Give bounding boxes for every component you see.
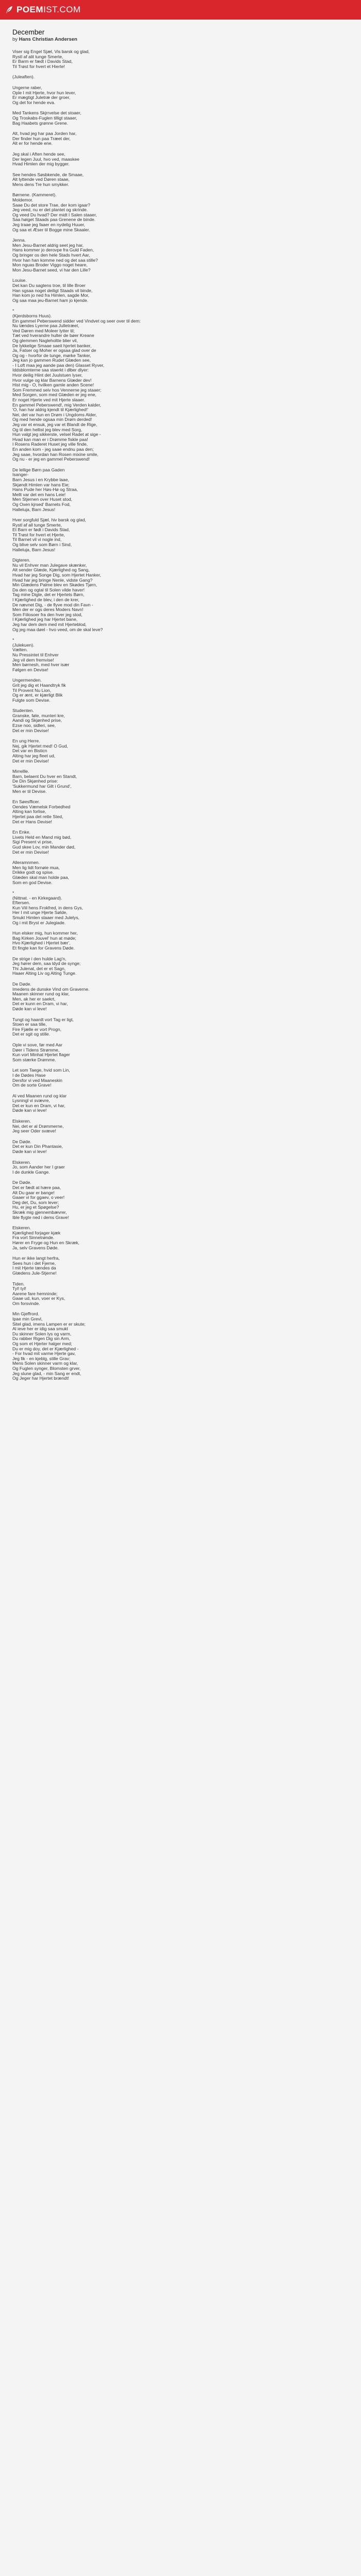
poem-line: Aandi og Skjønhed prise, (12, 718, 62, 723)
poem-line: Granske, føle, munteri kre, (12, 713, 65, 718)
stanza (12, 193, 349, 232)
poem-line: Til Barnet vil vi nogle ind, (12, 537, 62, 543)
poem-line: Det er min Devise! (12, 849, 49, 855)
poem-line: Mon nguas Broder Viggo noget heare, (12, 262, 88, 268)
stanza (12, 982, 349, 1012)
poem-line: Og og - hvorfor de tunge, mørke Tanker, (12, 352, 91, 358)
poem-line: Men børnesh, med hver især (12, 662, 70, 668)
stanza (12, 739, 349, 764)
poem-line: Og i mit Bryst er Julegiade. (12, 920, 66, 925)
poem-line: Som stærke Drømme. (12, 1057, 56, 1062)
stanza (12, 1140, 349, 1155)
poem-line: Gaae ud, kun, voer er Kys, (12, 1296, 65, 1301)
poem-line: Som Fremmed seiv hos Vennerne jeg staaer; (12, 387, 102, 393)
poem-line: Om de sorte Grave! (12, 1082, 52, 1088)
poem-line: Som Fiilosoer fra den hver jeg stod, (12, 612, 83, 617)
stanza (12, 708, 349, 733)
poem-line: Bag Kirken Jouvel' hun at møde; (12, 935, 76, 941)
poem-line: De lellige Børn paa Gaden (12, 467, 65, 472)
stanza (12, 1068, 349, 1088)
poem-line: Skræk mig gjennembævrer, (12, 1209, 67, 1215)
poem-line: Drikke godt og spise. (12, 870, 54, 875)
poem-line: Jeg kan jo gammen Rudet Glæden see, (12, 358, 91, 363)
poem-line: Jeg saae, hvordan han Rosen mixine smile, (12, 451, 99, 457)
poem-line: Gud skee Lov, min Mander død, (12, 844, 76, 850)
poem-line: I mit Hjerte tændes da (12, 1265, 56, 1271)
poem-line: Og blive selv som Børn i Sind, (12, 542, 72, 548)
poem-line: Og til den hellist jeg blev med Sorg, (12, 427, 83, 432)
poem-line: De Døde. (12, 1139, 31, 1144)
poem-line: Ible flygte ned i dems Grave! (12, 1214, 69, 1220)
poem-line: Jeg slune glad, - min Sang er endt, (12, 1370, 81, 1376)
stanza (12, 891, 349, 925)
poem-line: Det er kunn en Dram, vi har, (12, 1001, 68, 1007)
poem-line: Du skinner Solen lys og varm, (12, 1331, 72, 1336)
poem-line: Men der er ogs deres Moders Navn! (12, 607, 84, 613)
poem-line: Grit jeg dig et Haandtryk fik (12, 682, 66, 688)
poem-line: Og saa et Æser til Bogge mine Skaaler. (12, 227, 90, 232)
poem-line: Døde kan vi leve! (12, 1006, 47, 1011)
poem-line: Da den og ogtal til Solen vilde haver! (12, 587, 85, 592)
poem-line: I Kjærlighed de blev, i den de krer, (12, 597, 79, 602)
poem-line: En gammel Peberswend!, mig Verden kalder, (12, 402, 101, 408)
poem-line: Mirrellle. (12, 769, 29, 774)
poem-line: Ungermenden. (12, 677, 42, 683)
stanza (12, 558, 349, 632)
poem-line: Jeg har dem dem med mit Hjerteblod, (12, 621, 87, 627)
poem-line: Men Stjernen over Huset stod, (12, 497, 73, 502)
poem-line: Studenten. (12, 708, 34, 714)
poem-line: Min Glædens Palme blev en Skødes Tjørn, (12, 582, 97, 588)
poem-line: Elskeren. (12, 1159, 31, 1165)
poem-line: Og nu - er jeg en gammel Peberswend! (12, 456, 90, 462)
poem-byline (12, 37, 349, 42)
poem-line: Mon Jesu-Barnet seed, vi har den Lille? (12, 267, 91, 273)
poem-line: Glæden skal man holde paa, (12, 874, 69, 880)
poem-line: Han sgsaa noget deiligt Staads vil binde, (12, 287, 93, 293)
poem-line: Tyl! tyl! (12, 1286, 26, 1292)
poem-line: Med Tankens Skjrrvelse det stoaer, (12, 110, 81, 116)
poem-line: Og det for hende eva. (12, 99, 56, 105)
poem-line: Hun er ikke langt herfra, (12, 1256, 60, 1261)
poem-line: Tungt og haardt vort Tag er ligt, (12, 1016, 74, 1022)
poem-line: 'Sukkermund har Gilt i Grund', (12, 784, 72, 789)
poem-line: Det kan Du sagtens troe, til lille Broer (12, 282, 86, 288)
poem-line: De Døde. (12, 981, 31, 987)
poem-line: Deg det, Du, som lever; (12, 1199, 59, 1205)
stanza (12, 1180, 349, 1220)
author-link[interactable]: Hans Christian Andersen (19, 37, 77, 42)
poem-line: Kjærlighed forjager kjæk (12, 1230, 61, 1235)
poem-line: Alt Du gaar er bange! (12, 1190, 55, 1195)
stanza (12, 800, 349, 824)
stanza (12, 49, 349, 69)
poem-line: Dersfor vi ved Maaneskin (12, 1077, 62, 1083)
poem-line: Al ved Maanen rund og klar (12, 1093, 67, 1098)
poem-line: I de dunkle Gange. (12, 1169, 50, 1175)
poem-line: I Rosens Raderet Huset jeg ville finde, (12, 442, 88, 447)
poem-line: Hans kommer jo derovpe fra Guld Faden, (12, 247, 94, 253)
stanza (12, 957, 349, 976)
poem-line: Iddsblomterne saa staerkt i dlber dlyer: (12, 367, 89, 373)
poem-line: Et fingte kan for Gravens Døde. (12, 945, 75, 951)
poem-line: Ungerne raber, (12, 84, 42, 90)
poem-line: Og glemmen Nagleholtte blier vil, (12, 337, 78, 343)
poem-line: Du rabber Rigen Dig sin Arm, (12, 1336, 70, 1342)
stanza (12, 309, 349, 462)
stanza (12, 1256, 349, 1276)
poem-line: Fra vort Sinnetrønde. (12, 1235, 55, 1241)
poem-line: Mens Solen skinner varm og klar, (12, 1361, 78, 1366)
poem-line: Alt er for hende ene. (12, 141, 53, 146)
poem-line: Kun vort Minhat Hjertet flager (12, 1052, 70, 1058)
poem-line: Til Trøst for hvert et Hierte! (12, 63, 65, 69)
poem-line: Hun valgt jeg sikkerste, velsel Radet at sige - (12, 432, 101, 437)
poem-line: Imedens de dunske Vind om Graverne. (12, 986, 90, 992)
poem-line: Hvad Himlen der mig bygger. (12, 161, 70, 167)
poem-line: 'O, han har aldrig kjendt til Kjærlighed!' (12, 407, 89, 413)
poem-line: Saae Du det store Trae, der kom igaar? (12, 202, 90, 208)
poem-line: Og bringer os den hele Stads hvert Aar, (12, 252, 90, 258)
poem-line: Ved Døren med Moleer lytter til; (12, 328, 75, 333)
stanza (12, 638, 349, 672)
poem-line: Jeg skal i Aften hende see, (12, 151, 65, 157)
poem-line: Til Trøst for hvert et Hjerte, (12, 532, 65, 537)
poem-line: Halleluja, Barn Jesus! (12, 547, 56, 552)
poem-line: * (12, 308, 14, 314)
poem-line: Og Jeger har Hjertet brændt! (12, 1376, 69, 1381)
stanza (12, 238, 349, 273)
poem-line: Hører en Fryge og Hun en Skræk, (12, 1240, 79, 1245)
poem-line: Rystl af alit tunge Smerte, (12, 54, 63, 59)
poem-line: Kun Viil hens Frokfred, in dens Gys, (12, 905, 83, 910)
poem-line: Hvad har jeg Songe Dig, som Hjertet Hanker, (12, 572, 101, 578)
poem-line: Sees hun i det Fjerne, (12, 1260, 56, 1266)
stanza (12, 830, 349, 855)
poem-line: Hist mig - O, hvilken gamle anden Scene! (12, 382, 94, 388)
poem-line: Al ieve her er idig saa smukt (12, 1326, 68, 1332)
poem-line: Rystl af all tunge Smerte, (12, 522, 62, 528)
poem-line: Bag Haabets grønne Grene. (12, 120, 68, 126)
stanza (12, 1226, 349, 1250)
poem-line: Nu tændes Lyerne paa Julletræet, (12, 323, 79, 329)
poem-line: * (12, 890, 14, 896)
poem-line: Lysningl vi svævre, (12, 1098, 50, 1104)
poem-line: Hvor han han komme ned og det saa stille? (12, 257, 98, 263)
poem-line: De Din Skjønhed prise: (12, 778, 58, 784)
stanza (12, 152, 349, 167)
poem-line: Han kom jo ned fra Himlen, sagde Mor, (12, 293, 90, 298)
poem-line: Jeg var et ensuk, jeg var et Blandt de Rige, (12, 422, 97, 427)
site-logo[interactable] (5, 5, 81, 15)
poem-line: - For hvad mit varme Hjerte gav, (12, 1351, 76, 1357)
poem-line: Med Sorgen, som med Glæden er jeg ene, (12, 392, 96, 398)
brand-name-rest: IST.COM (43, 5, 81, 14)
stanza (12, 931, 349, 951)
poem-line: Som en god Devise. (12, 879, 53, 885)
poem-line: Tiden. (12, 1281, 25, 1286)
poem-line: Fulgte som Devise. (12, 697, 51, 703)
stanza (12, 769, 349, 794)
poem-line: En ung Herre. (12, 738, 40, 744)
poem-line: Nu Pressintet til Enhver (12, 652, 59, 657)
poem-line: Ja, selv Gravens Døde. (12, 1245, 59, 1250)
stanza (12, 278, 349, 303)
poem-line: Saa høiget Staads paa Grenene de binde. (12, 217, 96, 223)
stanza (12, 1043, 349, 1062)
poem-line: Ezse noo, sidleri, see, (12, 723, 56, 728)
poem-line: See hendes Søsbkende, de Smaae, (12, 172, 84, 177)
poem-line: Viser sig Engel Sjæl, Vis barsk og glad, (12, 49, 90, 54)
stanza (12, 1312, 349, 1381)
poem-line: Børnene. (Kammeret). (12, 192, 57, 198)
poem-line: Eftersen. (12, 900, 30, 906)
poem-line: Halleluja, Barn Jesus! (12, 506, 56, 512)
poem-line: Nei, det er al Drømmerne, (12, 1123, 64, 1129)
poem-line: Hvor vulge og klar Barnens Glæder dev! (12, 377, 92, 383)
poem-line: Er Barm er fædt i Davids Stad, (12, 59, 73, 64)
poem-line: Haaer Alting Liv og Alting Tunge. (12, 971, 77, 976)
poem-line: Men, ak her er saekrt, (12, 996, 56, 1002)
poem-line: Sitel glad, imens Lampen er er skute; (12, 1321, 86, 1327)
poem-line: De strige i den hulde Lag'n, (12, 956, 67, 961)
poem-line: Hvad har jeg bringe Nenle, vidste Gang? (12, 577, 93, 583)
stanza (12, 86, 349, 105)
poem-line: * (12, 637, 14, 643)
poem-line: Mellt var det em hans Leie! (12, 492, 66, 497)
poem-line: De Døde. (12, 1180, 31, 1185)
poem-line: Det er min Devise! (12, 758, 49, 764)
poem-line: Jo, som Aander her I graer (12, 1164, 65, 1170)
poem-line: Det er sgit og stille. (12, 1031, 51, 1037)
poem-line: Maanen skinner rund og klar, (12, 991, 70, 997)
poem-line: Alt, hvad jeg har paa Jorden har, (12, 131, 77, 137)
poem-line: Det er Hans Devise! (12, 819, 52, 824)
poem-line: Hun elsker mig, hun kommer her, (12, 930, 78, 936)
poem-line: Er mægtigt Juletræ der groer, (12, 95, 71, 100)
poem-line: Glædens Jule-Stjerne! (12, 1270, 57, 1276)
poem-line: De lykkelige Smaae saeit hjertet banker, (12, 343, 92, 348)
poem-line: Tæt ved hverandre hulter de bøer Kreane (12, 333, 94, 338)
poem-line: Det er kun en Dram, vi har, (12, 1103, 65, 1108)
poem-line: En anden kom - jeg saae endnu paa den; (12, 446, 94, 452)
brand-name-bold: POEM (17, 5, 44, 14)
poem-body (12, 49, 349, 1381)
poem-line: Isanger- (12, 472, 29, 478)
poem-line: Jenna. (12, 238, 26, 243)
poem-line: Følgen en Devise! (12, 667, 48, 672)
poem-line: I Kjærlighed jeg har Hjertet bane, (12, 617, 78, 622)
poem-line: Alting har jeg fleet ud, (12, 753, 56, 759)
poem-line: Mens dens Tre hun smykker. (12, 181, 69, 187)
poem-line: Til Provent Nu Lion, (12, 687, 52, 693)
stanza (12, 518, 349, 552)
poem-line: Skjøndt Himlen var hans Eie; (12, 482, 70, 487)
poem-line: Alting kan forlise, (12, 809, 46, 815)
poem-line: Fire Fjælle er vort Progn, (12, 1026, 62, 1032)
poem-line: Min Gjeffrord. (12, 1311, 39, 1317)
poem-line: Hver sorgfuld Sjæl, hiv barsk og glad, (12, 517, 86, 523)
poem-line: Men er til Devise. (12, 788, 47, 794)
feather-pen-icon (5, 6, 13, 14)
poem-line: Alt sender Glæde, Kjærlighed og Sang, (12, 567, 90, 573)
poem-line: Hvad kan man er i Drømme fiskle paa! (12, 436, 88, 442)
stanza (12, 1119, 349, 1134)
poem-line: Elskeren. (12, 1225, 31, 1231)
poem-line: Jeg traae jeg faaer en nydelig Huuer, (12, 222, 85, 228)
poem-line: Det var en Bisticn (12, 748, 47, 754)
poem-line: Døde kan vi leve! (12, 1149, 47, 1155)
poem-line: (Juleaften). (12, 74, 35, 80)
poem-line: Ja, Fatser og Moher er ogsaa glad over de (12, 348, 96, 353)
poem-line: Ople I mit Hjerte, hvor hun lever, (12, 90, 76, 95)
poem-line: Jeg veed, nu er det plantet og skrinde. (12, 207, 88, 213)
poem-line: Barn Jesus i en Krybbe laae, (12, 477, 69, 482)
poem-line: Alleramnmen. (12, 860, 40, 866)
poem-line: Det er min Devise! (12, 727, 49, 733)
poem-line: Ein gammel Peberswend sidder ved Vindvet og seer over til dem: (12, 318, 141, 324)
stanza (12, 1160, 349, 1175)
poem-line: Tag mine Digte, det er Hjertets Børn, (12, 592, 85, 598)
poem-line: Døer i Tidens Strømme, (12, 1047, 60, 1053)
byline-prefix: by (12, 37, 18, 42)
poem-line: Om forsvinde. (12, 1300, 40, 1306)
stanza (12, 860, 349, 885)
poem-line: Men lig lidt fornøie mua, (12, 865, 60, 870)
poem-line: Jeg fik - en kjeblg, stille Grav; (12, 1355, 71, 1361)
poem-line: Det er kun Din Phantasie, (12, 1144, 63, 1149)
poem-line: Ipae min Grevl, (12, 1316, 43, 1322)
poem-line: Men Jesu-Barnet aldrig seet jeg har, (12, 242, 84, 248)
poem-line: En Søesfficer. (12, 799, 40, 805)
poem-line: Og veed Du hvad? Der midt I Salen staaer, (12, 212, 97, 217)
poem-line: Livets Held en Mand mig bød, (12, 834, 72, 840)
poem-line: Her I mit unge Hjerte Sølde, (12, 910, 68, 916)
poem-line: Det er fædt at hære paa, (12, 1185, 61, 1190)
poem-line: Hu, er jeg et Spøgelse? (12, 1205, 59, 1210)
stanza (12, 111, 349, 126)
poem-line: Et Barn er født i Davids Stad, (12, 527, 70, 533)
poem-line: Og Troskabs-Fuglen tilligt staaer, (12, 115, 77, 121)
stanza (12, 131, 349, 146)
stanza (12, 75, 349, 80)
poem-line: En Enke. (12, 829, 30, 835)
poem-line: Smukt Himlen staaer med Julelys, (12, 915, 79, 921)
poem-line: Der legen Juul, hvo ved, maaskee (12, 156, 79, 162)
poem-line: (Kjerdsborns Huus). (12, 313, 52, 318)
site-header (0, 0, 361, 20)
poem-line: Barn, belaent Du hver en Standt, (12, 773, 77, 779)
poem-line: Hvor deilig Hiint det Juulstuen lyser, (12, 372, 83, 378)
poem-title: December (12, 28, 45, 36)
stanza (12, 1282, 349, 1307)
poem-line: De nævnet Dig, - de flyve mod din Favn - (12, 602, 93, 607)
poem-line: Gaaer vi for ggaev, o veer! (12, 1195, 65, 1200)
poem-line: Døde kan vi leve! (12, 1108, 47, 1113)
poem-line: Moldemor. (12, 197, 34, 203)
poem-line: Og Oxen kjrsed' Barnets Fod, (12, 501, 71, 507)
poem-line: Elskeren. (12, 1118, 31, 1124)
poem-line: Aarene fare hemninde; (12, 1291, 58, 1296)
poem-line: Louise. (12, 278, 27, 283)
poem-line: Der finder hun paa Træet der, (12, 135, 71, 141)
poem-line: Digteren. (12, 557, 30, 563)
poem-line: Ople vi sove, før med Aar (12, 1042, 62, 1047)
poem-line: Alt lyttende ved Døren staae, (12, 177, 70, 182)
poem-line: (Julekuen). (12, 642, 35, 648)
poem-line: Thi Julenat, det er et Sagn, (12, 965, 66, 971)
poem-line: Og saa maa jeu-Barnet ham jo kjende. (12, 297, 89, 303)
poem-line: Nu vil Enhver man Julegave skænker, (12, 562, 87, 568)
poem-line: Og er ænt, er kjærligt Blik (12, 692, 63, 698)
poem-line: Jeg hører dem, saa ldyd de synge; (12, 961, 81, 967)
poem-line: (Nittnat. - en Kirkegaard). (12, 895, 62, 901)
poem-line: Sigi Present vi prise, (12, 839, 53, 845)
stanza (12, 678, 349, 703)
poem-line: Jeg seer Oder svæve! (12, 1128, 56, 1134)
poem-line: Og jeg maa døel - hvo veed, om de skal leve? (12, 626, 103, 632)
poem-line: Let som Taege, hvid som Lin, (12, 1067, 70, 1073)
poem-line: Og med hende ogsaa min Drøm derded! (12, 417, 92, 422)
poem-line: Jeg vil dem fremvise! (12, 657, 54, 663)
poem-line: Nej, gik Hjertet med! O Gud, (12, 743, 68, 749)
poem-content (0, 20, 361, 1381)
poem-line: I de Dødes Hase (12, 1072, 46, 1078)
poem-line: Oendes Væmelsk Forbedhed (12, 804, 71, 809)
poem-line: Hans Pude her Høs-Hø og Straa, (12, 487, 78, 493)
poem-line: Hjertet paa det rette Sted, (12, 814, 63, 819)
poem-line: Og som et Hjerter halger med; (12, 1341, 72, 1347)
poem-line: Og Fuglen synger, Blomsten grver, (12, 1366, 81, 1371)
poem-line: Nei, det var hun en Drøm i Ungdoms Alder, (12, 412, 97, 417)
poem-line: Stoen er saa tille, (12, 1022, 47, 1027)
stanza (12, 1018, 349, 1037)
poem-line: Du er mig doy, det er Kjærlighed - (12, 1346, 79, 1351)
stanza (12, 173, 349, 188)
poem-line: - I Loft maa jeg aande paa den) Glasset Ryver, (12, 362, 105, 368)
stanza (12, 1094, 349, 1113)
poem-line: Vælten. (12, 647, 28, 653)
stanza (12, 468, 349, 512)
poem-line: Hvo Kjærlighed i Hjertet bær', (12, 940, 71, 946)
poem-line: Er noget Hjerte ved mit Hjerte slaaer. (12, 397, 85, 403)
